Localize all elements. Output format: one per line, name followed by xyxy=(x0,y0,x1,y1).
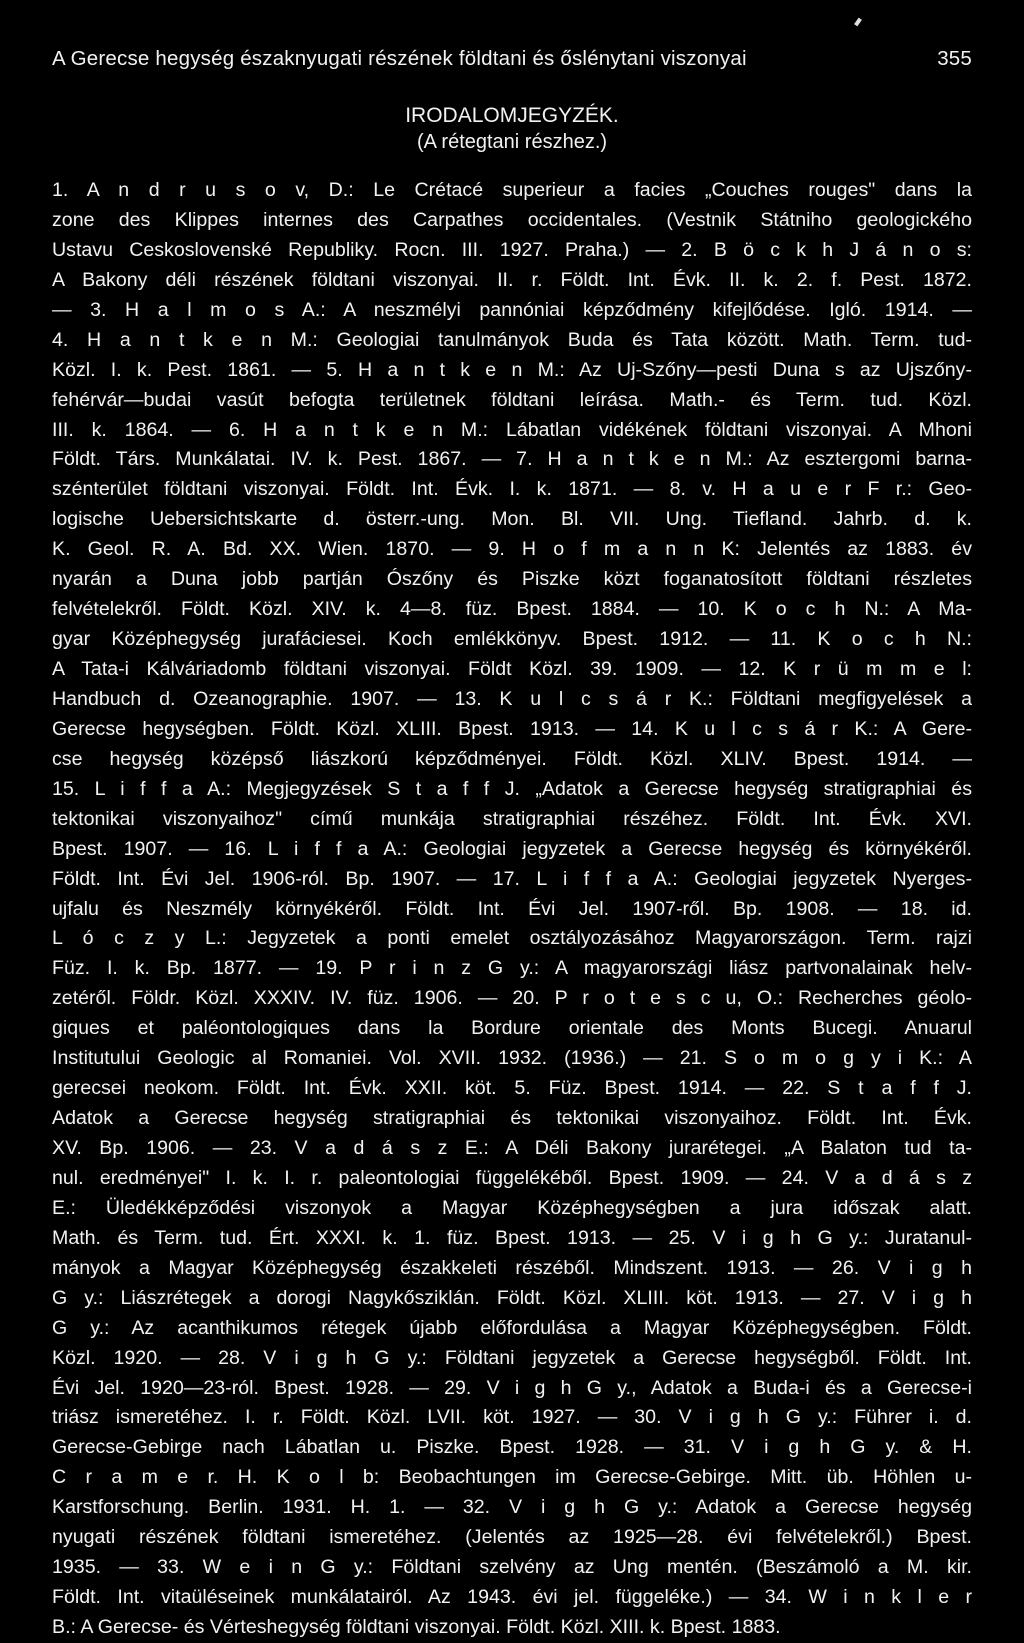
text-line: — 3. H a l m o s A.: A neszmélyi pannóniai képződmény kifejlődése. Igló. 1914. — xyxy=(52,298,972,321)
text-line: logische Uebersichtskarte d. österr.-ung. Mon. Bl. VII. Ung. Tiefland. Jahrb. d. k. xyxy=(52,508,972,531)
text-line: Institutului Geologic al Romaniei. Vol. XVII. 1932. (1936.) — 21. S o m o g y i K.: A xyxy=(52,1047,972,1070)
text-line: K. Geol. R. A. Bd. XX. Wien. 1870. — 9. H o f m a n n K: Jelentés az 1883. év xyxy=(52,538,972,561)
section-subtitle: (A rétegtani részhez.) xyxy=(416,131,608,153)
section-title: IRODALOMJEGYZÉK. xyxy=(405,104,619,127)
text-line: 15. L i f f a A.: Megjegyzések S t a f f J. „Adatok a Gerecse hegység stratigraphiai és xyxy=(52,777,972,800)
text-line: Gerecse-Gebirge nach Lábatlan u. Piszke. Bpest. 1928. — 31. V i g h G y. & H. xyxy=(52,1436,972,1459)
text-line: Földt. Int. Évi Jel. 1906-ról. Bp. 1907. — 17. L i f f a A.: Geologiai jegyzetek Nyerges- xyxy=(52,867,972,890)
text-line: Adatok a Gerecse hegység stratigraphiai és tektonikai viszonyaihoz. Földt. Int. Évk. xyxy=(52,1107,972,1130)
text-line: felvételekről. Földt. Közl. XIV. k. 4—8. füz. Bpest. 1884. — 10. K o c h N.: A Ma- xyxy=(52,598,972,621)
text-line: G y.: Liászrétegek a dorogi Nagykősziklán. Földt. Közl. XLIII. köt. 1913. — 27. V i g h xyxy=(52,1286,972,1309)
text-line: 4. H a n t k e n M.: Geologiai tanulmányok Buda és Tata között. Math. Term. tud- xyxy=(52,328,972,351)
text-line: A Bakony déli részének földtani viszonyai. II. r. Földt. Int. Évk. II. k. 2. f. Pest. 1872. xyxy=(52,268,972,291)
bibliography-body xyxy=(52,176,972,1643)
text-line: L ó c z y L.: Jegyzetek a ponti emelet osztályozásához Magyarországon. Term. rajzi xyxy=(52,927,972,950)
text-line: nul. eredményei" I. k. I. r. paleontologiai függelékéből. Bpest. 1909. — 24. V a d á s z xyxy=(52,1166,972,1189)
text-line: nyarán a Duna jobb partján Ószőny és Piszke közt foganatosított földtani részletes xyxy=(52,568,972,591)
text-line: mányok a Magyar Középhegység északkeleti részéből. Mindszent. 1913. — 26. V i g h xyxy=(52,1256,972,1279)
text-line: Földt. Int. vitaüléseinek munkálatairól. Az 1943. évi jel. függeléke.) — 34. W i n k l e r xyxy=(52,1586,972,1609)
text-line: Évi Jel. 1920—23-ról. Bpest. 1928. — 29. V i g h G y., Adatok a Buda-i és a Gerecse-i xyxy=(52,1376,972,1399)
running-header xyxy=(52,46,972,72)
text-line: nyugati részének földtani ismeretéhez. (Jelentés az 1925—28. évi felvételekről.) Bpest. xyxy=(52,1526,972,1549)
print-speck xyxy=(854,18,862,27)
text-line: Karstforschung. Berlin. 1931. H. 1. — 32. V i g h G y.: Adatok a Gerecse hegység xyxy=(52,1496,972,1519)
running-title: A Gerecse hegység északnyugati részének földtani és őslénytani viszonyai xyxy=(52,47,747,70)
document-page xyxy=(52,46,972,1643)
text-line: Math. és Term. tud. Ért. XXXI. k. 1. füz. Bpest. 1913. — 25. V i g h G y.: Juratanul- xyxy=(52,1226,972,1249)
text-line: 1. A n d r u s o v, D.: Le Crétacé superieur a facies „Couches rouges" dans la xyxy=(52,179,972,201)
text-line: gerecsei neokom. Földt. Int. Évk. XXII. köt. 5. Füz. Bpest. 1914. — 22. S t a f f J. xyxy=(52,1077,972,1100)
text-line: G y.: Az acanthikumos rétegek újabb előfordulása a Magyar Középhegységben. Földt. xyxy=(52,1316,972,1339)
text-line: 1935. — 33. W e i n G y.: Földtani szelvény az Ung mentén. (Beszámoló a M. kir. xyxy=(52,1556,972,1579)
text-line: Bpest. 1907. — 16. L i f f a A.: Geologiai jegyzetek a Gerecse hegység és környékéről. xyxy=(52,837,972,860)
text-line: Füz. I. k. Bp. 1877. — 19. P r i n z G y.: A magyarországi liász partvonalainak helv- xyxy=(52,957,972,980)
text-line: giques et paléontologiques dans la Bordure orientale des Monts Bucegi. Anuarul xyxy=(52,1017,972,1040)
text-line: tektonikai viszonyaihoz" című munkája stratigraphiai részéhez. Földt. Int. Évk. XVI. xyxy=(52,807,972,830)
text-line: szénterület földtani viszonyai. Földt. Int. Évk. I. k. 1871. — 8. v. H a u e r F r.: Geo- xyxy=(52,478,972,501)
text-line: cse hegység középső liászkorú képződményei. Földt. Közl. XLIV. Bpest. 1914. — xyxy=(52,747,972,770)
text-line: XV. Bp. 1906. — 23. V a d á s z E.: A Déli Bakony jurarétegei. „A Balaton tud ta- xyxy=(52,1137,972,1159)
text-line: gyar Középhegység jurafáciesei. Koch emlékkönyv. Bpest. 1912. — 11. K o c h N.: xyxy=(52,628,972,651)
text-line: zetéről. Földr. Közl. XXXIV. IV. füz. 1906. — 20. P r o t e s c u, O.: Recherches géolo- xyxy=(52,987,972,1010)
text-line: C r a m e r. H. K o l b: Beobachtungen im Gerecse-Gebirge. Mitt. üb. Höhlen u- xyxy=(52,1466,972,1489)
text-line: III. k. 1864. — 6. H a n t k e n M.: Lábatlan vidékének földtani viszonyai. A Mhoni xyxy=(52,418,972,441)
text-line: Közl. I. k. Pest. 1861. — 5. H a n t k e n M.: Az Uj-Szőny—pesti Duna s az Ujszőny- xyxy=(52,358,972,381)
text-line: B.: A Gerecse- és Vérteshegység földtani viszonyai. Földt. Közl. XIII. k. Bpest. 1883. xyxy=(52,1616,781,1638)
page-number: 355 xyxy=(937,47,972,70)
text-line: zone des Klippes internes des Carpathes occidentales. (Vestnik Státniho geologického xyxy=(52,208,972,231)
text-line: A Tata-i Kálváriadomb földtani viszonyai. Földt Közl. 39. 1909. — 12. K r ü m m e l: xyxy=(52,658,972,680)
text-line: Ustavu Ceskoslovenské Republiky. Rocn. III. 1927. Praha.) — 2. B ö c k h J á n o s: xyxy=(52,238,972,261)
text-line: Közl. 1920. — 28. V i g h G y.: Földtani jegyzetek a Gerecse hegységből. Földt. Int. xyxy=(52,1346,972,1369)
text-line: Gerecse hegységben. Földt. Közl. XLIII. Bpest. 1913. — 14. K u l c s á r K.: A Gere- xyxy=(52,717,972,740)
text-line: Földt. Társ. Munkálatai. IV. k. Pest. 1867. — 7. H a n t k e n M.: Az esztergomi barna- xyxy=(52,448,972,471)
text-line: triász ismeretéhez. I. r. Földt. Közl. LVII. köt. 1927. — 30. V i g h G y.: Führer i. d. xyxy=(52,1406,972,1429)
text-line: ujfalu és Neszmély környékéről. Földt. Int. Évi Jel. 1907-ről. Bp. 1908. — 18. id. xyxy=(52,897,972,920)
text-line: fehérvár—budai vasút befogta területnek földtani leírása. Math.- és Term. tud. Közl. xyxy=(52,388,972,411)
text-line: Handbuch d. Ozeanographie. 1907. — 13. K u l c s á r K.: Földtani megfigyelések a xyxy=(52,687,972,710)
text-line: E.: Üledékképződési viszonyok a Magyar Középhegységben a jura időszak alatt. xyxy=(52,1196,972,1219)
